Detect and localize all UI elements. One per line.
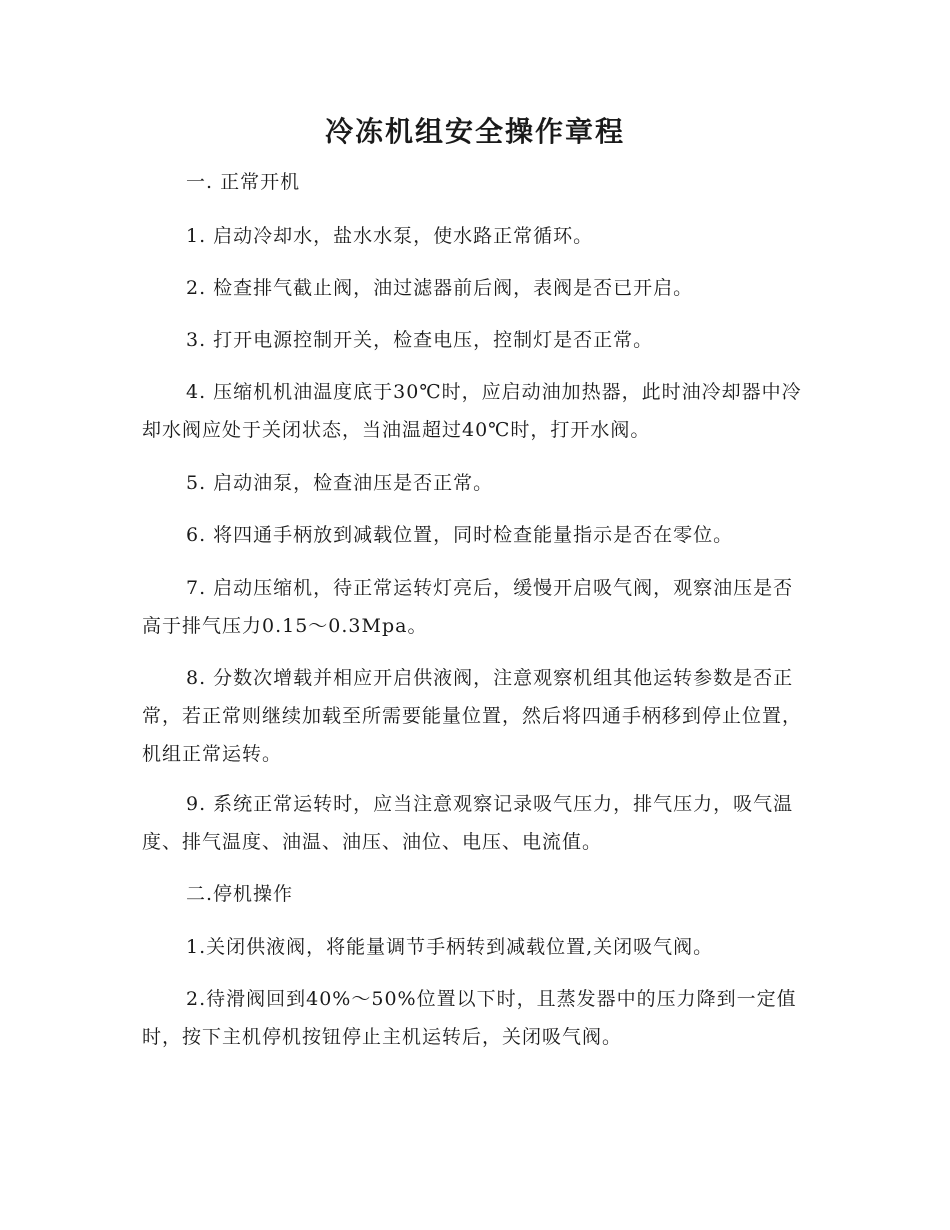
paragraph-startup-3: 3. 打开电源控制开关，检查电压，控制灯是否正常。 [186, 329, 654, 351]
paragraph-startup-9: 9. 系统正常运转时，应当注意观察记录吸气压力，排气压力，吸气温度、排气温度、油温、油压、油位、电压、电流值。 [142, 793, 794, 853]
section-heading-normal-startup: 一. 正常开机 [186, 171, 301, 193]
paragraph-startup-4: 4. 压缩机机油温度底于30℃时，应启动油加热器，此时油冷却器中冷却水阀应处于关闭状态，当油温超过40℃时，打开水阀。 [142, 381, 802, 441]
paragraph-startup-6: 6. 将四通手柄放到减载位置，同时检查能量指示是否在零位。 [186, 524, 734, 546]
paragraph-shutdown-1: 1.关闭供液阀，将能量调节手柄转到减载位置,关闭吸气阀。 [186, 936, 714, 958]
paragraph-shutdown-2: 2.待滑阀回到40%～50%位置以下时，且蒸发器中的压力降到一定值时，按下主机停机按钮停止主机运转后，关闭吸气阀。 [142, 988, 797, 1048]
document-title: 冷冻机组安全操作章程 [324, 115, 625, 148]
paragraph-startup-7: 7. 启动压缩机，待正常运转灯亮后，缓慢开启吸气阀，观察油压是否高于排气压力0.15～0.3Mpa。 [142, 577, 794, 637]
section-heading-shutdown: 二.停机操作 [186, 883, 294, 905]
paragraph-startup-5: 5. 启动油泵，检查油压是否正常。 [186, 472, 494, 494]
paragraph-startup-1: 1. 启动冷却水，盐水水泵，使水路正常循环。 [186, 225, 594, 247]
paragraph-startup-2: 2. 检查排气截止阀，油过滤器前后阀，表阀是否已开启。 [186, 277, 694, 299]
paragraph-startup-8: 8. 分数次增载并相应开启供液阀，注意观察机组其他运转参数是否正常，若正常则继续加载至所需要能量位置，然后将四通手柄移到停止位置，机组正常运转。 [142, 667, 803, 765]
